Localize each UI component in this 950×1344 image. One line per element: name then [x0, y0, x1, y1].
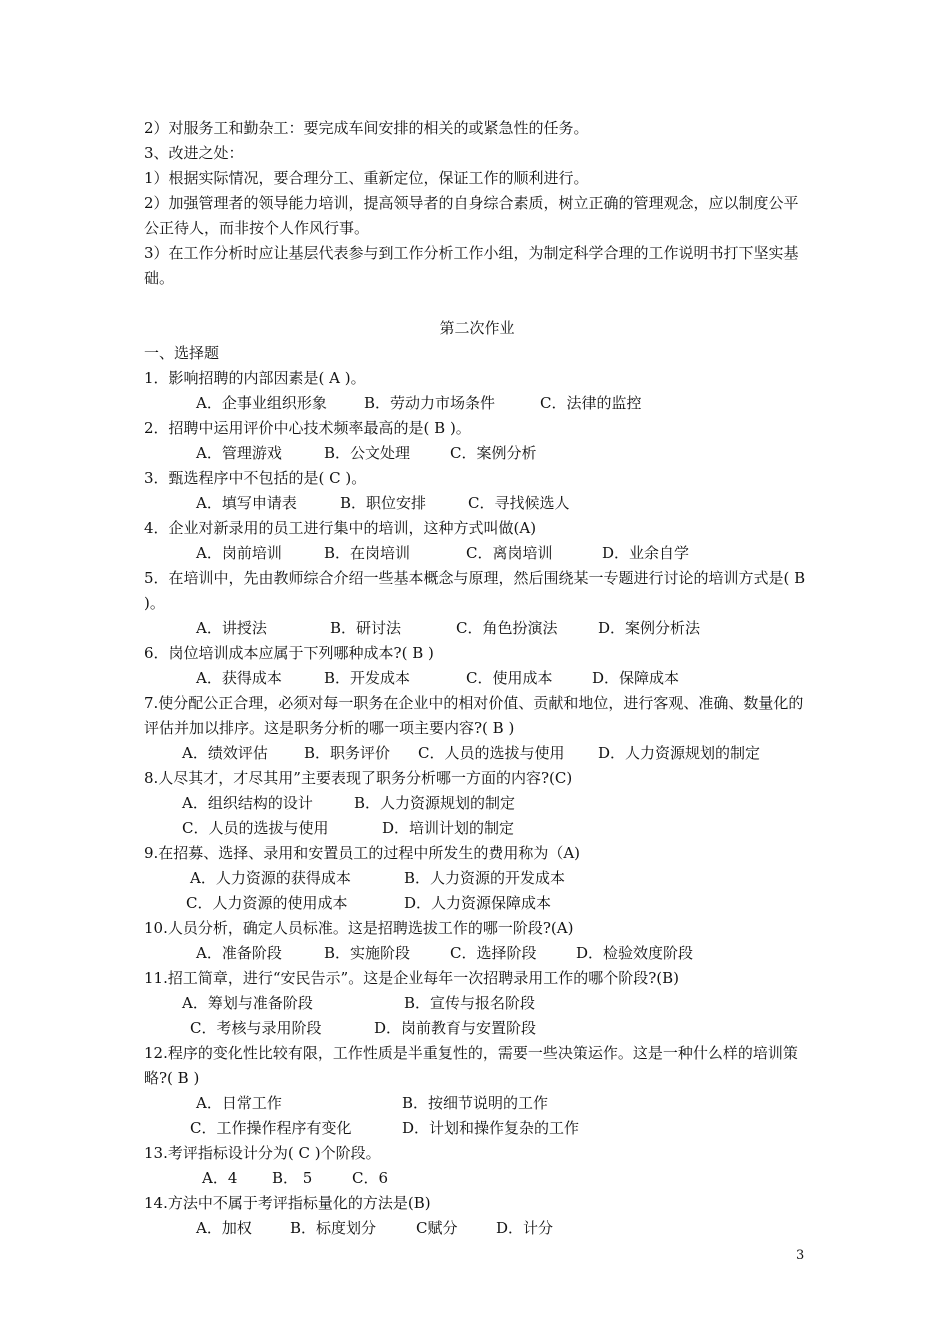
question-3-options — [144, 491, 810, 516]
option: C．使用成本 — [466, 669, 553, 687]
question-6-options — [144, 666, 810, 691]
intro-line-2: 3、改进之处： — [144, 144, 244, 162]
question-4-options — [144, 541, 810, 566]
option: A．日常工作 — [196, 1094, 282, 1112]
question-5-stem: 5．在培训中，先由教师综合介绍一些基本概念与原理，然后围绕某一专题进行讨论的培训方式是( B )。 — [144, 569, 806, 612]
option: C．案例分析 — [450, 444, 537, 462]
question-1-options — [144, 391, 810, 416]
option: C．人力资源的使用成本 — [186, 894, 348, 912]
option: A．加权 — [196, 1219, 252, 1237]
option: D．培训计划的制定 — [382, 819, 515, 837]
question-9-stem: 9.在招募、选择、录用和安置员工的过程中所发生的费用称为（A) — [144, 844, 580, 862]
intro-line-1: 2）对服务工和勤杂工：要完成车间安排的相关的或紧急性的任务。 — [144, 119, 589, 137]
question-1-stem: 1．影响招聘的内部因素是( A )。 — [144, 369, 366, 387]
option: B．开发成本 — [324, 669, 411, 687]
document-page — [144, 116, 810, 1241]
option: C．角色扮演法 — [456, 619, 558, 637]
option: B．劳动力市场条件 — [364, 394, 496, 412]
option: C．寻找候选人 — [468, 494, 570, 512]
option: B．职位安排 — [340, 494, 427, 512]
question-14-stem: 14.方法中不属于考评指标量化的方法是(B) — [144, 1194, 431, 1212]
option: A．绩效评估 — [182, 744, 268, 762]
option: B．公文处理 — [324, 444, 411, 462]
question-9-options-row-2 — [144, 891, 810, 916]
intro-paragraph-4: 2）加强管理者的领导能力培训，提高领导者的自身综合素质，树立正确的管理观念，应以制度公平公正待人，而非按个人作风行事。 — [144, 194, 799, 237]
option: D．岗前教育与安置阶段 — [374, 1019, 537, 1037]
option: A．组织结构的设计 — [182, 794, 313, 812]
option: A．筹划与准备阶段 — [182, 994, 313, 1012]
question-9-options-row-1 — [144, 866, 810, 891]
option: B．研讨法 — [330, 619, 402, 637]
intro-line-3: 1）根据实际情况，要合理分工、重新定位，保证工作的顺利进行。 — [144, 169, 589, 187]
option: C赋分 — [416, 1219, 458, 1237]
question-5-options — [144, 616, 810, 641]
option: B．标度划分 — [290, 1219, 377, 1237]
option: C．人员的选拔与使用 — [182, 819, 329, 837]
option: C．6 — [352, 1169, 389, 1187]
question-13-stem: 13.考评指标设计分为( C )个阶段。 — [144, 1144, 381, 1162]
section-title: 第二次作业 — [439, 319, 515, 337]
option: A．管理游戏 — [196, 444, 282, 462]
option: B． 5 — [272, 1169, 313, 1187]
question-8-options-row-1 — [144, 791, 810, 816]
intro-paragraph-5: 3）在工作分析时应让基层代表参与到工作分析工作小组，为制定科学合理的工作说明书打下坚实基础。 — [144, 244, 799, 287]
option: B．宣传与报名阶段 — [404, 994, 536, 1012]
question-3-stem: 3．甄选程序中不包括的是( C )。 — [144, 469, 367, 487]
option: B．按细节说明的工作 — [402, 1094, 549, 1112]
option: C．离岗培训 — [466, 544, 553, 562]
option: B．实施阶段 — [324, 944, 411, 962]
question-7-options — [144, 741, 810, 766]
question-2-options — [144, 441, 810, 466]
page-number: 3 — [796, 1248, 805, 1263]
option: C．考核与录用阶段 — [190, 1019, 322, 1037]
question-4-stem: 4．企业对新录用的员工进行集中的培训，这种方式叫做(A) — [144, 519, 537, 537]
option: C．工作操作程序有变化 — [190, 1119, 352, 1137]
option: D．检验效度阶段 — [576, 944, 694, 962]
question-6-stem: 6．岗位培训成本应属于下列哪种成本?( B ) — [144, 644, 434, 662]
option: D．案例分析法 — [598, 619, 701, 637]
option: A．讲授法 — [196, 619, 267, 637]
part-heading: 一、选择题 — [144, 344, 220, 362]
option: A．获得成本 — [196, 669, 282, 687]
question-12-options-row-2 — [144, 1116, 810, 1141]
option: D．保障成本 — [592, 669, 680, 687]
option: A．人力资源的获得成本 — [190, 869, 351, 887]
question-14-options — [144, 1216, 810, 1241]
question-11-options-row-2 — [144, 1016, 810, 1041]
option: A．4 — [202, 1169, 238, 1187]
question-10-stem: 10.人员分析，确定人员标准。这是招聘选拔工作的哪一阶段?(A) — [144, 919, 574, 937]
question-2-stem: 2．招聘中运用评价中心技术频率最高的是( B )。 — [144, 419, 471, 437]
option: B．人力资源的开发成本 — [404, 869, 566, 887]
option: B．职务评价 — [304, 744, 391, 762]
option: A．企事业组织形象 — [196, 394, 327, 412]
option: D．人力资源规划的制定 — [598, 744, 761, 762]
question-12-options-row-1 — [144, 1091, 810, 1116]
option: A．准备阶段 — [196, 944, 282, 962]
question-10-options — [144, 941, 810, 966]
option: D．人力资源保障成本 — [404, 894, 552, 912]
option: B．在岗培训 — [324, 544, 411, 562]
question-12-stem: 12.程序的变化性比较有限，工作性质是半重复性的，需要一些决策运作。这是一种什么样的培训策略?( B ) — [144, 1044, 798, 1087]
question-13-options — [144, 1166, 810, 1191]
option: D．计划和操作复杂的工作 — [402, 1119, 580, 1137]
option: C．选择阶段 — [450, 944, 537, 962]
option: C．人员的选拔与使用 — [418, 744, 565, 762]
option: B．人力资源规划的制定 — [354, 794, 516, 812]
question-11-stem: 11.招工简章，进行“安民告示”。这是企业每年一次招聘录用工作的哪个阶段?(B) — [144, 969, 679, 987]
option: A．填写申请表 — [196, 494, 297, 512]
option: D．业余自学 — [602, 544, 690, 562]
question-11-options-row-1 — [144, 991, 810, 1016]
question-8-options-row-2 — [144, 816, 810, 841]
option: C．法律的监控 — [540, 394, 642, 412]
option: A．岗前培训 — [196, 544, 282, 562]
question-7-stem: 7.使分配公正合理，必须对每一职务在企业中的相对价值、贡献和地位，进行客观、准确、数量化的评估并加以排序。这是职务分析的哪一项主要内容?( B ) — [144, 694, 804, 737]
question-8-stem: 8.人尽其才，才尽其用”主要表现了职务分析哪一方面的内容?(C) — [144, 769, 573, 787]
option: D．计分 — [496, 1219, 554, 1237]
